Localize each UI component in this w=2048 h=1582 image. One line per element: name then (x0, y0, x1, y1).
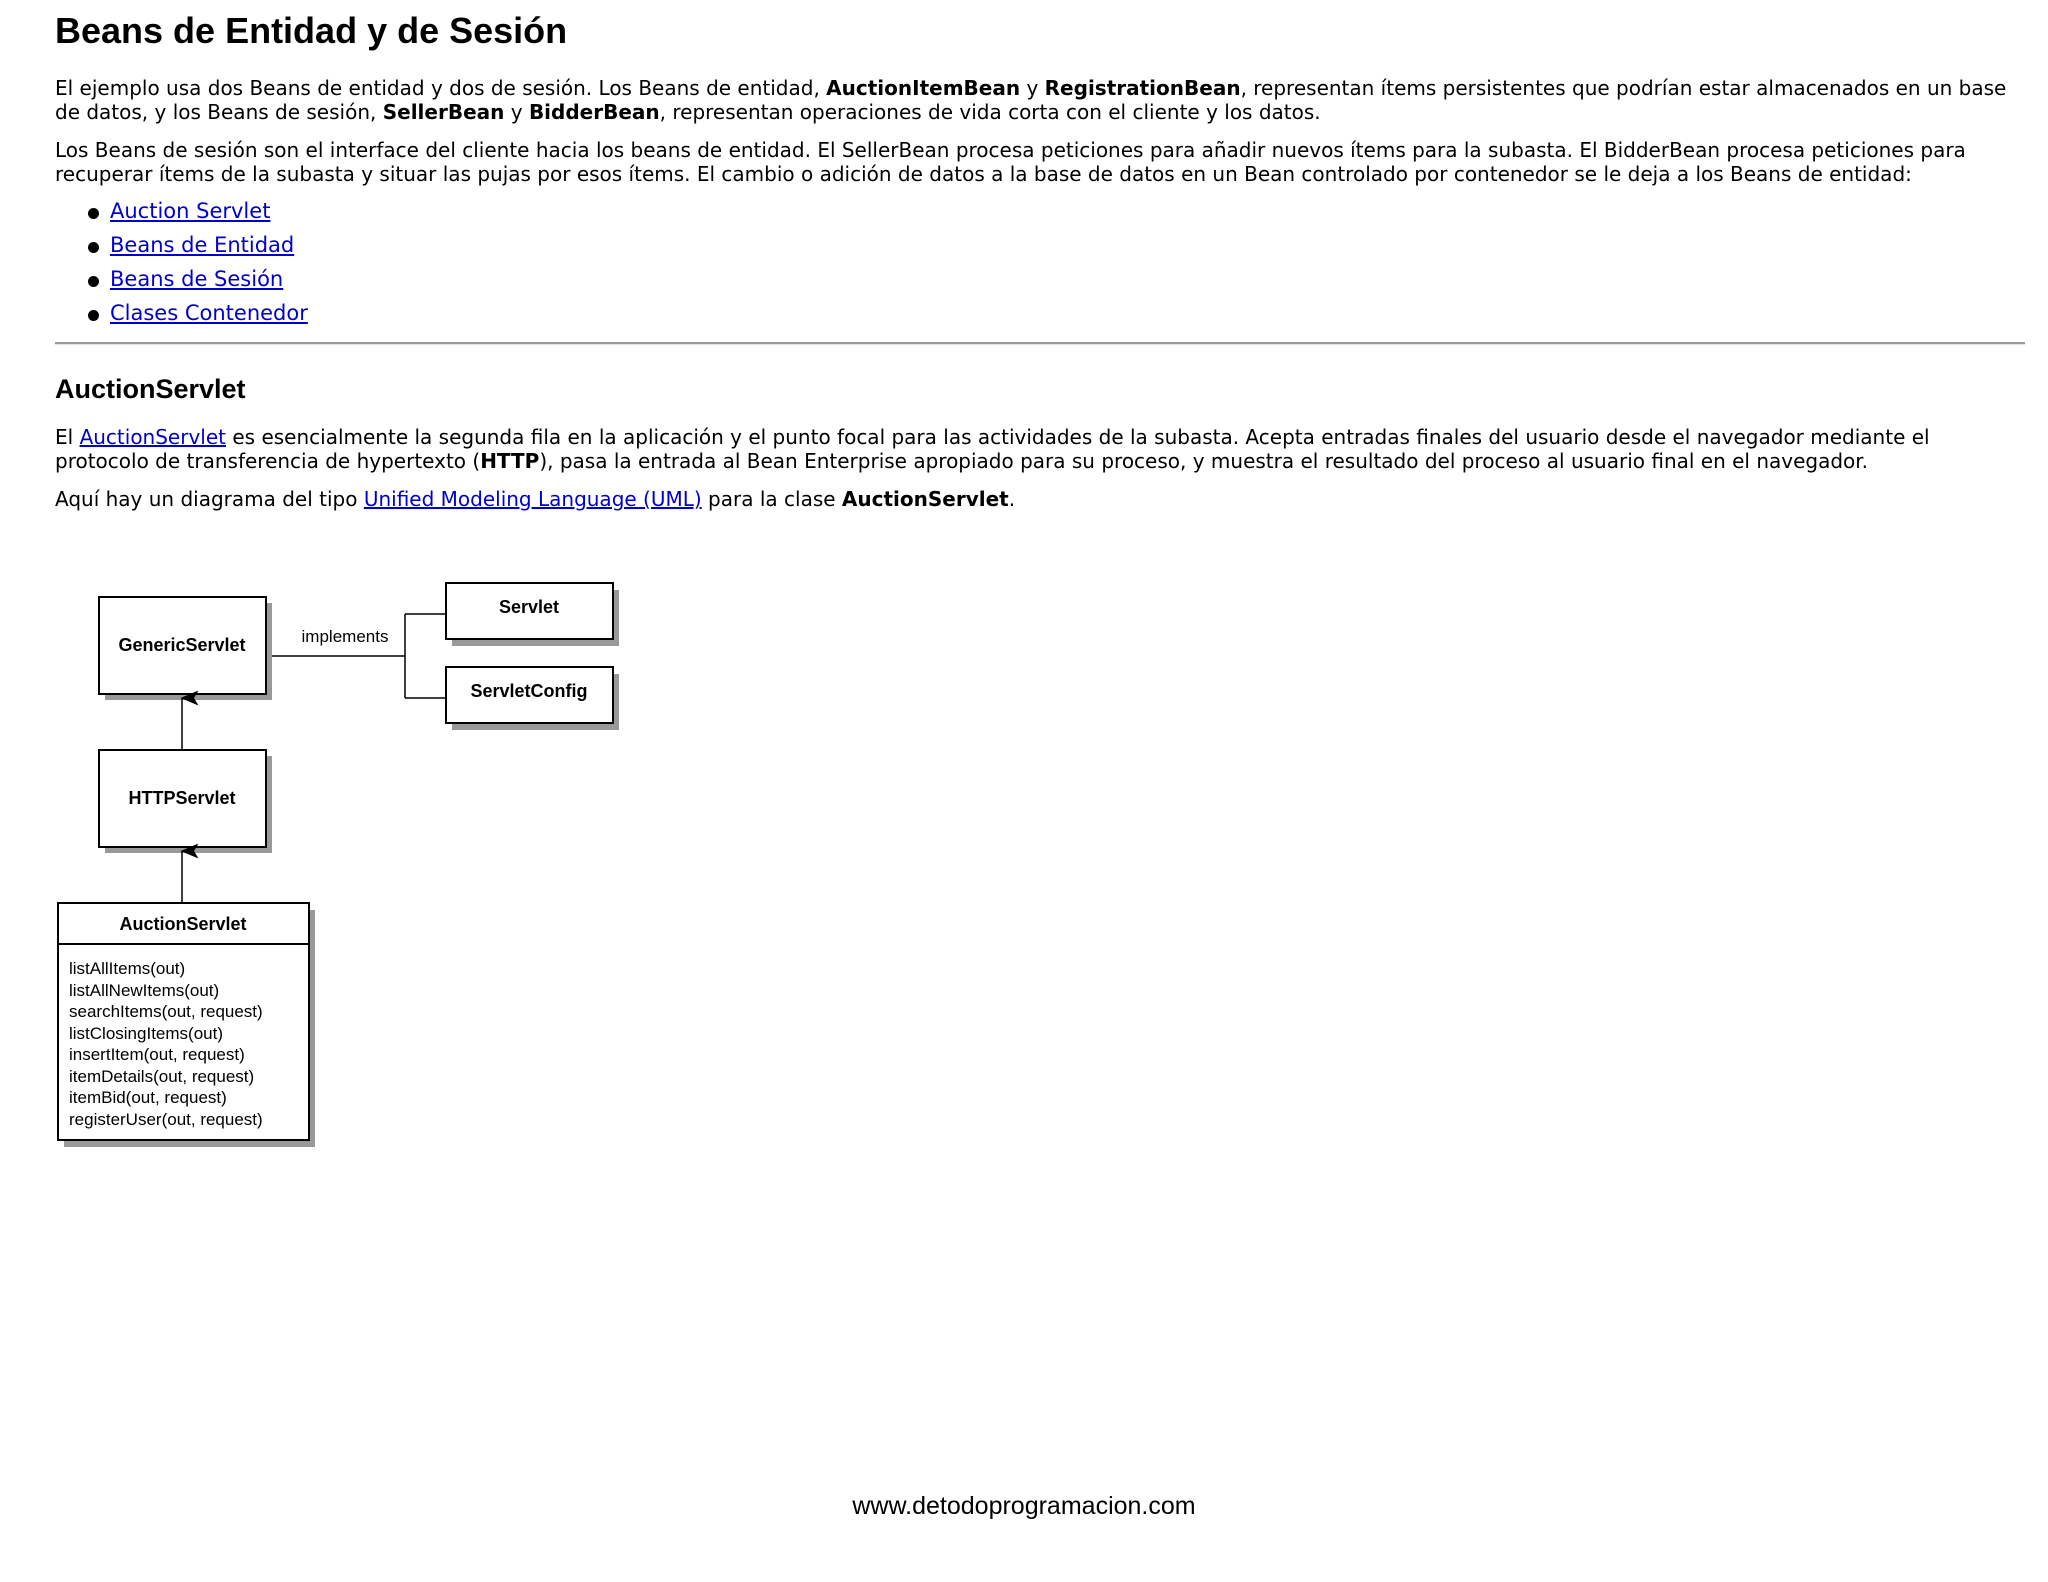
link-uml[interactable]: Unified Modeling Language (UML) (363, 487, 702, 511)
uml-label-auctionservlet: AuctionServlet (119, 914, 247, 934)
link-clases-contenedor[interactable]: Clases Contenedor (110, 301, 308, 325)
page-title: Beans de Entidad y de Sesión (55, 10, 568, 51)
list-item (110, 296, 2025, 330)
list-item (110, 228, 2025, 262)
horizontal-divider (55, 342, 2025, 345)
link-beans-de-sesion[interactable]: Beans de Sesión (110, 267, 284, 291)
uml-label-implements: implements (301, 627, 389, 646)
list-item (110, 194, 2025, 228)
bullet-icon (88, 208, 99, 219)
uml-interface-servletconfig (446, 667, 619, 730)
uml-class-genericservlet (99, 597, 272, 700)
uml-method: searchItems(out, request) (69, 1002, 263, 1021)
section-paragraph-1: El AuctionServlet es esencialmente la segunda fila en la aplicación y el punto focal para las actividades de la subasta. Acepta entradas finales del usuario desde el navegador mediante el protocolo de transferencia de hypertexto (HTTP), pasa la entrada al Bean Enterprise apropiado para su proceso, y muestra el resultado del proceso al usuario final en el navegador. (55, 425, 1930, 473)
intro-paragraph-2: Los Beans de sesión son el interface del cliente hacia los beans de entidad. El SellerBean procesa peticiones para añadir nuevos ítems para la subasta. El BidderBean procesa peticiones para recuperar ítems de la subasta y situar las pujas por esos ítems. El cambio o adición de datos a la base de datos en un Bean controlado por contenedor se le deja a los Beans de entidad: (55, 138, 1966, 186)
uml-label-servlet: Servlet (498, 597, 560, 617)
link-auction-servlet[interactable]: Auction Servlet (110, 199, 271, 223)
uml-method: listAllItems(out) (69, 959, 186, 978)
list-item (110, 262, 2025, 296)
uml-class-auctionservlet (58, 903, 315, 1147)
bullet-icon (88, 242, 99, 253)
uml-implements-connector (272, 614, 446, 698)
uml-method: listAllNewItems(out) (69, 981, 220, 1000)
uml-method: insertItem(out, request) (69, 1045, 245, 1064)
uml-class-httpservlet (99, 750, 272, 853)
bullet-icon (88, 310, 99, 321)
section-links (55, 194, 2025, 330)
uml-method: itemBid(out, request) (69, 1088, 227, 1107)
section-heading: AuctionServlet (55, 374, 246, 404)
uml-method: itemDetails(out, request) (69, 1067, 255, 1086)
bullet-icon (88, 276, 99, 287)
uml-method: registerUser(out, request) (69, 1110, 263, 1129)
intro-paragraph-1: El ejemplo usa dos Beans de entidad y dos de sesión. Los Beans de entidad, AuctionItemBean y RegistrationBean, representan ítems persistentes que podrían estar almacenados en un base de datos, y los Beans de sesión, SellerBean y BidderBean, representan operaciones de vida corta con el cliente y los datos. (55, 76, 2007, 124)
uml-label-servletconfig: ServletConfig (470, 681, 588, 701)
document-page (55, 0, 2025, 525)
uml-method: listClosingItems(out) (69, 1024, 223, 1043)
link-auctionservlet-code[interactable]: AuctionServlet (79, 425, 226, 449)
section-paragraph-2: Aquí hay un diagrama del tipo Unified Modeling Language (UML) para la clase AuctionServlet. (55, 487, 1016, 511)
uml-diagram (55, 580, 635, 1150)
link-beans-de-entidad[interactable]: Beans de Entidad (110, 233, 295, 257)
uml-interface-servlet (446, 583, 619, 646)
footer-url: www.detodoprogramacion.com (852, 1492, 1196, 1520)
uml-label-httpservlet: HTTPServlet (128, 788, 236, 808)
uml-label-genericservlet: GenericServlet (118, 635, 246, 655)
